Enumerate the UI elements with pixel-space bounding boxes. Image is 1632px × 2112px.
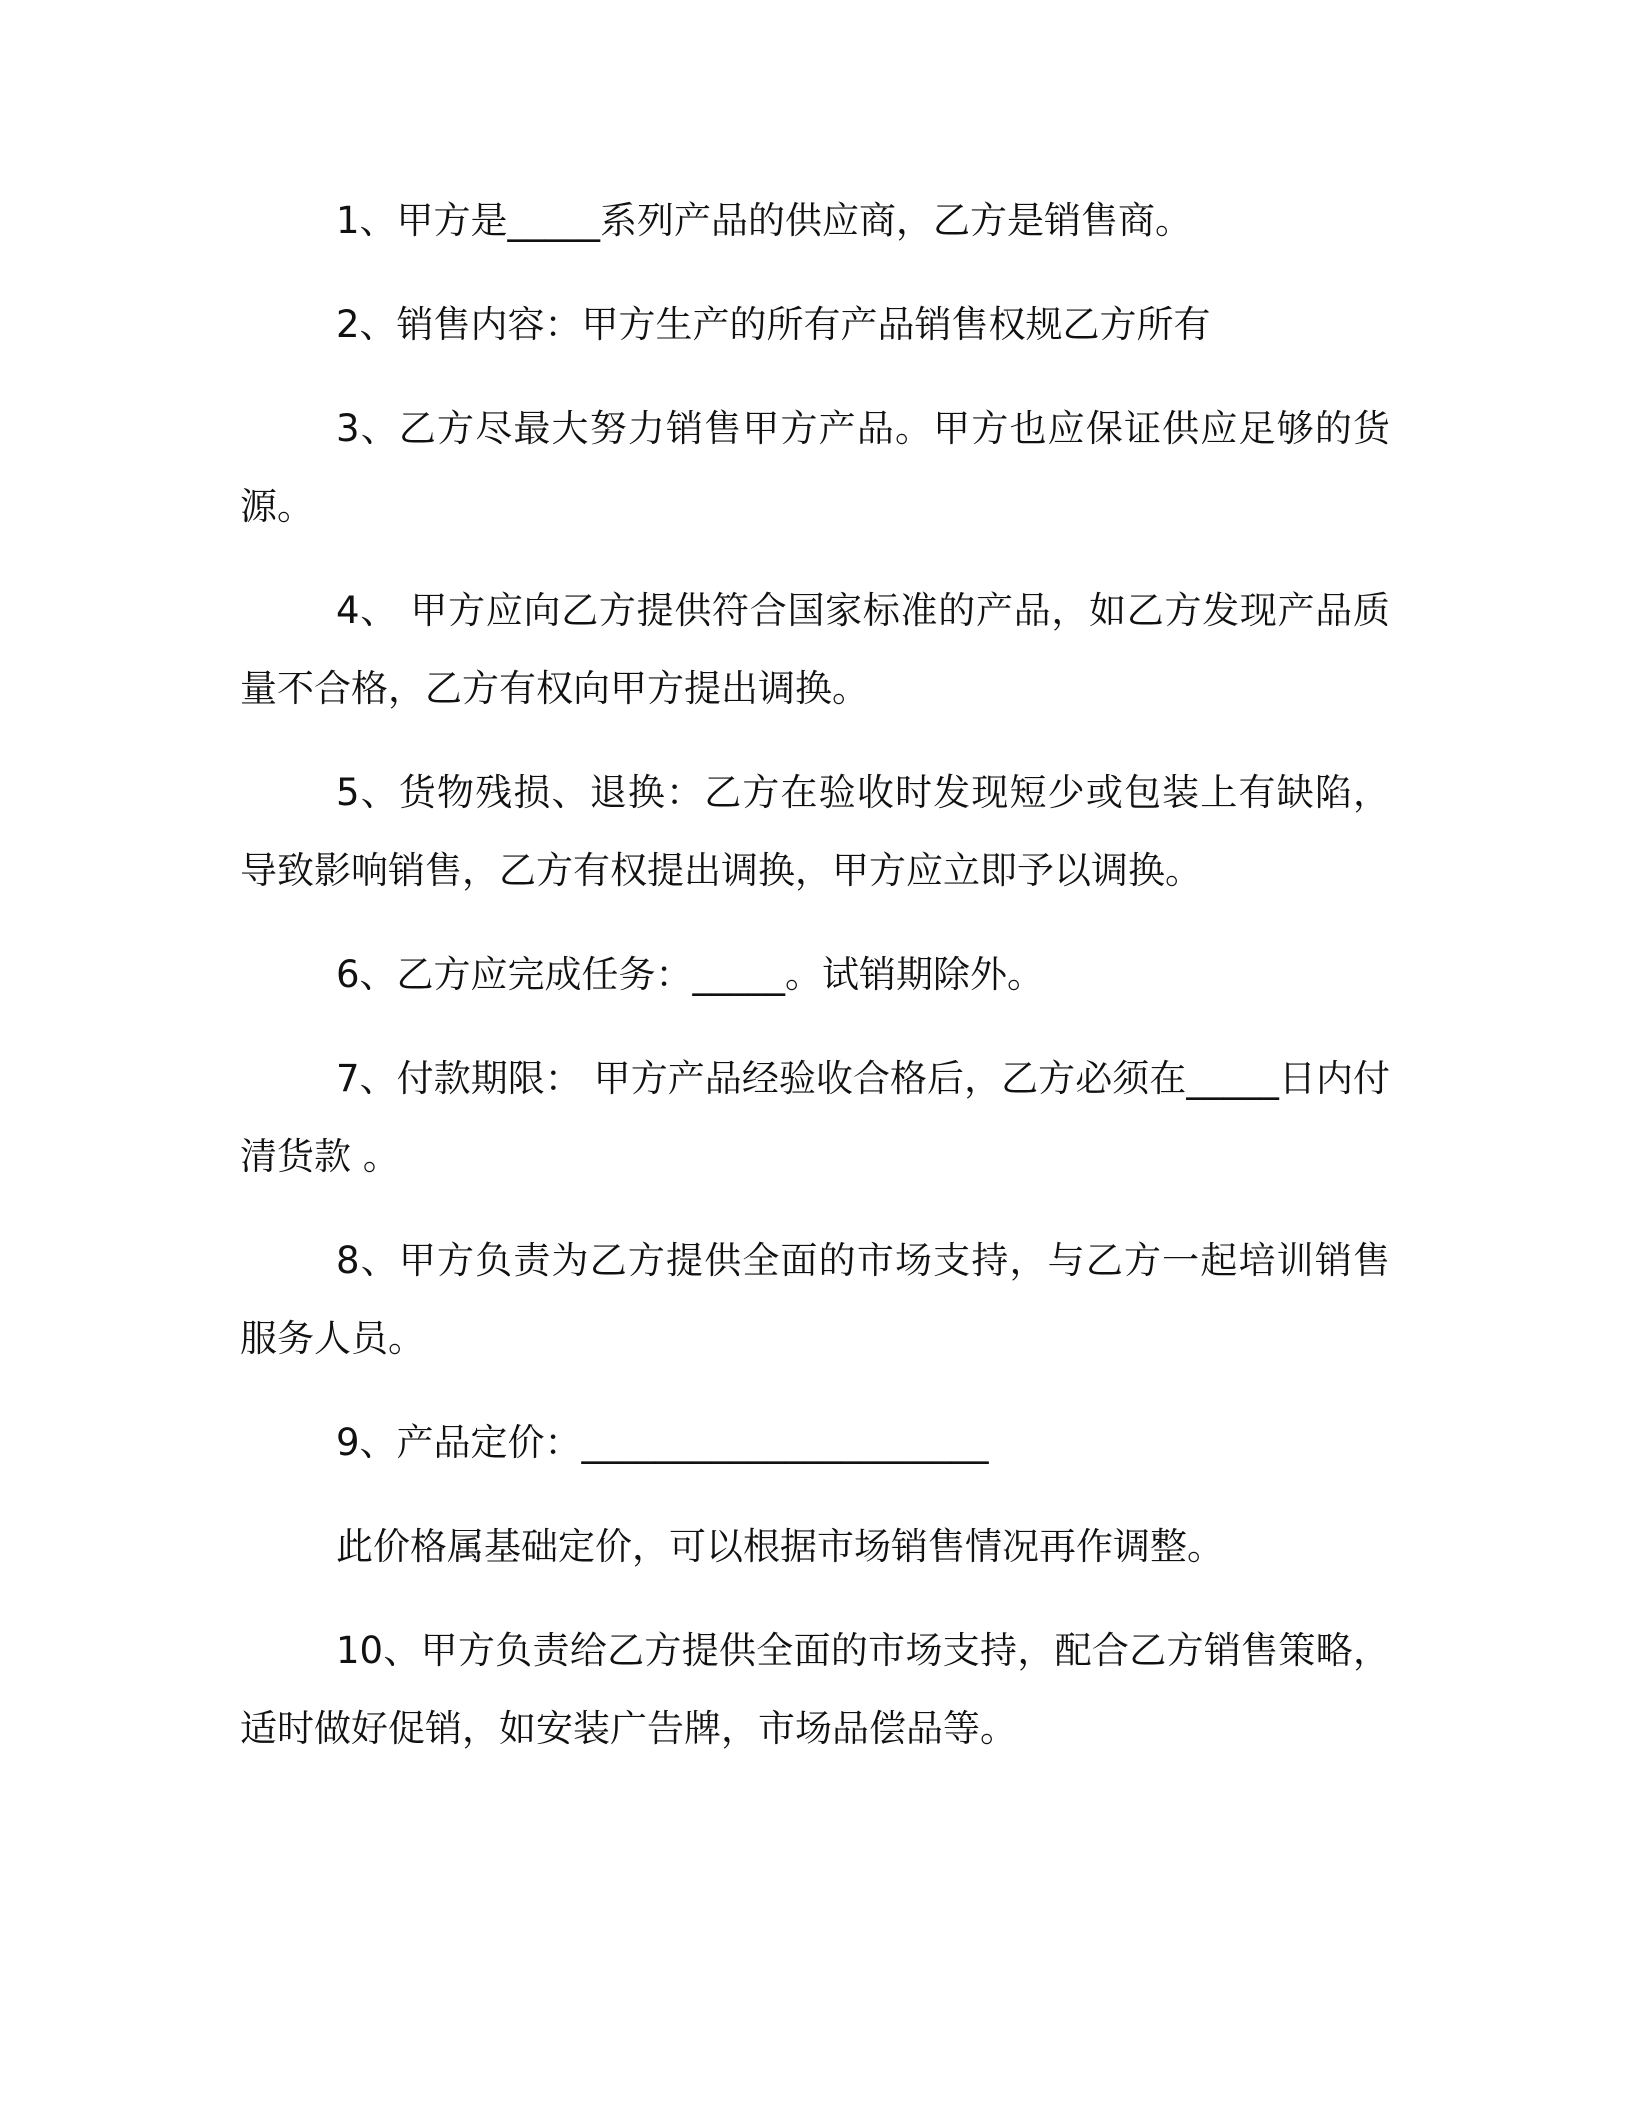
clause-10: 10、甲方负责给乙方提供全面的市场支持，配合乙方销售策略，适时做好促销，如安装广告牌，市场品偿品等。 bbox=[240, 1629, 1390, 1750]
clause-6: 6、乙方应完成任务：_____。试销期除外。 bbox=[336, 953, 1045, 996]
clause-8: 8、甲方负责为乙方提供全面的市场支持，与乙方一起培训销售服务人员。 bbox=[240, 1239, 1390, 1360]
clause-5: 5、货物残损、退换：乙方在验收时发现短少或包装上有缺陷，导致影响销售，乙方有权提出调换，甲方应立即予以调换。 bbox=[240, 771, 1390, 892]
clause-1: 1、甲方是_____系列产品的供应商，乙方是销售商。 bbox=[336, 199, 1193, 242]
clause-2: 2、销售内容：甲方生产的所有产品销售权规乙方所有 bbox=[336, 303, 1211, 346]
document-body bbox=[240, 182, 1390, 1794]
clause-7: 7、付款期限： 甲方产品经验收合格后，乙方必须在_____日内付清货款 。 bbox=[240, 1057, 1390, 1178]
clause-3: 3、乙方尽最大努力销售甲方产品。甲方也应保证供应足够的货源。 bbox=[240, 407, 1390, 528]
clause-9: 9、产品定价：______________________ bbox=[336, 1421, 989, 1464]
clause-9-note: 此价格属基础定价，可以根据市场销售情况再作调整。 bbox=[336, 1525, 1224, 1568]
clause-4: 4、 甲方应向乙方提供符合国家标准的产品，如乙方发现产品质量不合格，乙方有权向甲方提出调换。 bbox=[240, 589, 1390, 710]
